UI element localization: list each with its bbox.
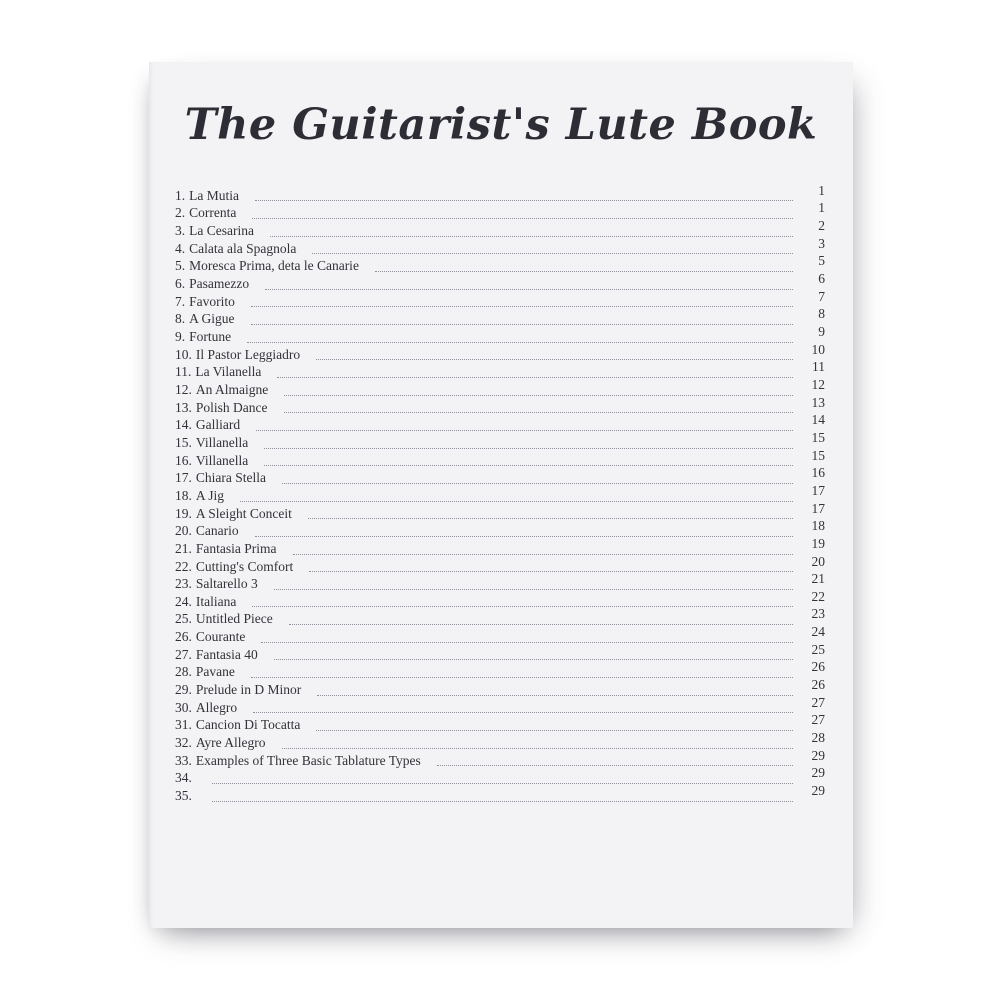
toc-entry-page: 24: [811, 624, 825, 640]
toc-entry-page: 26: [811, 659, 825, 675]
toc-entry: [175, 271, 825, 294]
toc-entry-number: 16.: [175, 452, 192, 468]
toc-entry-title: Cancion Di Tocatta: [195, 717, 301, 733]
toc-entry: [175, 624, 825, 647]
toc-entry-number: 17.: [175, 470, 192, 486]
toc-entry-number: 21.: [175, 540, 192, 556]
toc-entry-page: 19: [811, 535, 825, 551]
toc-entry-title: Italiana: [195, 593, 237, 609]
toc-entry-page: 29: [811, 765, 825, 781]
toc-entry-number: 34.: [175, 770, 192, 786]
toc-entry-page: 25: [811, 641, 825, 657]
dot-leader: [282, 748, 794, 749]
dot-leader: [437, 765, 793, 766]
toc-entry: [175, 606, 825, 629]
toc-entry-title: An Almaigne: [195, 381, 269, 397]
toc-entry-page: 17: [811, 500, 825, 516]
toc-entry-number: 25.: [175, 611, 192, 627]
dot-leader: [316, 359, 793, 360]
toc-entry: [175, 394, 825, 418]
toc-entry-title: Cutting's Comfort: [195, 558, 294, 574]
toc-entry: [175, 500, 825, 524]
toc-entry-title: La Cesarina: [189, 223, 254, 239]
toc-entry: [175, 465, 825, 488]
toc-entry-number: 33.: [175, 752, 192, 768]
toc-entry-title: Polish Dance: [195, 399, 268, 415]
dot-leader: [274, 659, 793, 660]
toc-entry: [175, 535, 825, 559]
toc-entry-title: Correnta: [189, 205, 237, 221]
dot-leader: [251, 324, 794, 325]
toc-entry: [175, 730, 825, 753]
dot-leader: [212, 801, 793, 802]
dot-leader: [282, 483, 793, 484]
toc-entry: [175, 288, 825, 312]
toc-entry-title: A Gigue: [189, 311, 235, 327]
toc-entry: [175, 218, 825, 241]
toc-entry-title: A Jig: [195, 487, 225, 503]
toc-entry-number: 19.: [175, 505, 192, 521]
dot-leader: [284, 395, 793, 396]
toc-entry-title: Fortune: [189, 328, 232, 344]
dot-leader: [316, 730, 793, 731]
dot-leader: [265, 289, 793, 290]
toc-entry-number: 5.: [175, 258, 186, 274]
toc-entry-number: 23.: [175, 576, 192, 592]
toc-entry: [175, 182, 825, 206]
dot-leader: [252, 218, 793, 219]
toc-entry-number: 27.: [175, 646, 192, 662]
toc-entry: [175, 588, 825, 612]
toc-entry-number: 35.: [175, 788, 192, 804]
dot-leader: [253, 712, 793, 713]
toc-entry: [175, 641, 825, 665]
toc-entry-page: 14: [811, 412, 825, 428]
toc-entry-number: 15.: [175, 434, 192, 450]
dot-leader: [255, 200, 793, 201]
toc-entry-number: 31.: [175, 717, 192, 733]
toc-entry: [175, 359, 825, 382]
toc-entry-number: 24.: [175, 593, 192, 609]
dot-leader: [256, 430, 793, 431]
toc-entry-page: 1: [818, 182, 825, 198]
toc-entry-title: Il Pastor Leggiadro: [195, 346, 301, 362]
dot-leader: [308, 518, 793, 519]
toc-entry-title: Ayre Allegro: [195, 735, 266, 751]
toc-entry-page: 11: [812, 359, 825, 375]
dot-leader: [240, 501, 793, 502]
toc-entry: [175, 747, 825, 771]
toc-entry-page: 23: [811, 606, 825, 622]
toc-entry-number: 3.: [175, 223, 186, 239]
toc-entry-title: Favorito: [189, 293, 235, 309]
toc-entry-page: 10: [811, 341, 825, 357]
toc-entry-number: 22.: [175, 558, 192, 574]
toc-entry-number: 7.: [175, 293, 186, 309]
toc-entry-number: 13.: [175, 399, 192, 415]
toc-entry-number: 2.: [175, 205, 186, 221]
toc-entry-page: 15: [811, 429, 825, 445]
toc-entry-page: 15: [811, 447, 825, 463]
toc-entry-page: 20: [811, 553, 825, 569]
toc-entry: [175, 429, 825, 453]
toc-entry-title: Fantasia Prima: [195, 540, 277, 556]
dot-leader: [247, 342, 793, 343]
toc-entry-title: Pavane: [195, 664, 235, 680]
toc-entry-number: 32.: [175, 735, 192, 751]
toc-entry-title: Pasamezzo: [189, 276, 250, 292]
toc-entry-page: 5: [818, 253, 825, 269]
toc-entry-page: 18: [811, 518, 825, 534]
toc-entry-number: 11.: [175, 364, 192, 380]
dot-leader: [261, 642, 793, 643]
toc-entry-page: 22: [811, 588, 825, 604]
toc-entry-title: Villanella: [195, 452, 249, 468]
book-title: The Guitarist's Lute Book: [184, 100, 818, 150]
dot-leader: [284, 412, 794, 413]
toc-entry-page: 8: [818, 306, 825, 322]
dot-leader: [375, 271, 793, 272]
toc-entry: [175, 412, 825, 435]
toc-entry-page: 17: [811, 482, 825, 498]
toc-entry-number: 10.: [175, 346, 192, 362]
toc-entry-title: Saltarello 3: [195, 576, 258, 592]
toc-entry-number: 18.: [175, 487, 192, 503]
toc-entry-page: 21: [811, 571, 825, 587]
toc-entry-page: 29: [811, 783, 825, 799]
toc-entry-number: 9.: [175, 328, 186, 344]
toc-entry-title: Villanella: [195, 434, 249, 450]
toc-entry-title: Galliard: [195, 417, 241, 433]
toc-entry-number: 20.: [175, 523, 192, 539]
toc-entry-title: Calata ala Spagnola: [189, 240, 297, 256]
toc-entry-page: 16: [811, 465, 825, 481]
dot-leader: [289, 624, 793, 625]
toc-entry-page: 13: [811, 394, 825, 410]
toc-entry: [175, 553, 825, 577]
dot-leader: [251, 306, 793, 307]
dot-leader: [255, 536, 793, 537]
toc-entry-number: 6.: [175, 276, 186, 292]
toc-entry: [175, 783, 825, 806]
toc-entry: [175, 376, 825, 400]
toc-entry-number: 30.: [175, 699, 192, 715]
toc-entry-page: 9: [818, 323, 825, 339]
dot-leader: [212, 783, 793, 784]
toc-entry-page: 12: [811, 376, 825, 392]
toc-entry-page: 28: [811, 730, 825, 746]
toc-entry: [175, 253, 825, 276]
book-page: [149, 62, 853, 928]
toc-entry-title: Courante: [195, 629, 246, 645]
dot-leader: [309, 571, 793, 572]
toc-entry: [175, 659, 825, 682]
toc-entry-page: 1: [818, 200, 825, 216]
dot-leader: [317, 695, 793, 696]
toc-entry: [175, 571, 825, 594]
toc-entry-title: A Sleight Conceit: [195, 505, 292, 521]
toc-entry-page: 2: [818, 218, 825, 234]
toc-entry-title: Fantasia 40: [195, 646, 258, 662]
toc-entry-page: 27: [811, 712, 825, 728]
toc-entry-page: 27: [811, 694, 825, 710]
toc-entry-page: 3: [818, 235, 825, 251]
toc-entry-title: Allegro: [195, 699, 238, 715]
toc-entry-page: 6: [818, 271, 825, 287]
toc-entry: [175, 694, 825, 718]
toc-entry-number: 28.: [175, 664, 192, 680]
toc-entry-title: Prelude in D Minor: [195, 682, 302, 698]
dot-leader: [312, 253, 793, 254]
toc-entry-number: 29.: [175, 682, 192, 698]
toc-entry: [175, 447, 825, 471]
table-of-contents: [175, 182, 825, 806]
toc-entry: [175, 482, 825, 506]
dot-leader: [264, 448, 793, 449]
toc-entry-title: La Vilanella: [195, 364, 262, 380]
toc-entry: [175, 677, 825, 700]
dot-leader: [270, 236, 793, 237]
dot-leader: [274, 589, 793, 590]
toc-entry-title: Chiara Stella: [195, 470, 266, 486]
toc-entry: [175, 765, 825, 788]
toc-entry-number: 26.: [175, 629, 192, 645]
toc-entry: [175, 306, 825, 329]
dot-leader: [252, 606, 793, 607]
dot-leader: [264, 465, 793, 466]
toc-entry: [175, 200, 825, 223]
toc-entry-page: 29: [811, 747, 825, 763]
dot-leader: [293, 554, 794, 555]
toc-entry-title: La Mutia: [189, 187, 239, 203]
toc-entry-page: 26: [811, 677, 825, 693]
toc-entry-page: 7: [818, 288, 825, 304]
dot-leader: [277, 377, 793, 378]
toc-entry-number: 4.: [175, 240, 186, 256]
toc-entry: [175, 518, 825, 541]
dot-leader: [251, 677, 793, 678]
toc-entry-number: 8.: [175, 311, 186, 327]
toc-entry-title: Canario: [195, 523, 239, 539]
toc-entry-number: 1.: [175, 187, 186, 203]
toc-entry: [175, 235, 825, 259]
toc-entry-title: Untitled Piece: [195, 611, 273, 627]
toc-entry-title: Moresca Prima, deta le Canarie: [189, 258, 359, 274]
toc-entry-number: 14.: [175, 417, 192, 433]
toc-entry: [175, 323, 825, 347]
toc-entry: [175, 712, 825, 735]
toc-entry-title: Examples of Three Basic Tablature Types: [195, 752, 421, 768]
toc-entry: [175, 341, 825, 365]
toc-entry-number: 12.: [175, 381, 192, 397]
